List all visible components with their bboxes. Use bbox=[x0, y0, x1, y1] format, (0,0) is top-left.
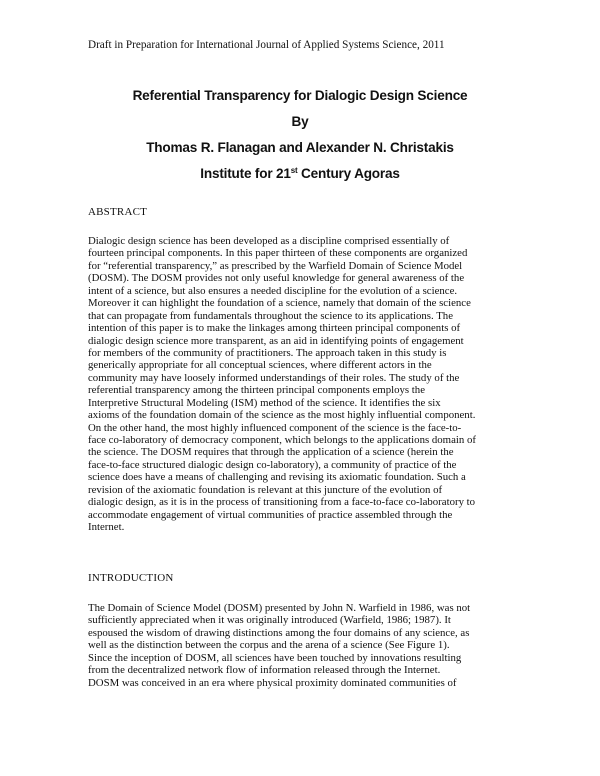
institution-prefix: Institute for 21 bbox=[200, 166, 291, 181]
abstract-heading: ABSTRACT bbox=[88, 206, 148, 218]
abstract-line: axioms of the foundation domain of the science as the most highly influential component. bbox=[88, 409, 476, 422]
abstract-line: community may have loosely informed understandings of their roles. The study of the bbox=[88, 371, 460, 384]
introduction-heading: INTRODUCTION bbox=[88, 572, 174, 584]
introduction-line: espoused the wisdom of drawing distinctions among the four domains of any science, as bbox=[88, 626, 470, 639]
introduction-line: DOSM was conceived in an era where physical proximity dominated communities of bbox=[88, 676, 457, 689]
abstract-line: referential transparency among the thirteen principal components employs the bbox=[88, 384, 425, 397]
institution bbox=[0, 161, 600, 187]
abstract-line: for “referential transparency,” as prescribed by the Warfield Domain of Science Model bbox=[88, 259, 463, 272]
running-header: Draft in Preparation for International Journal of Applied Systems Science, 2011 bbox=[88, 39, 445, 51]
abstract-line: face-to-face structured dialogic design co-laboratory), a community of practice of the bbox=[88, 458, 457, 471]
authors: Thomas R. Flanagan and Alexander N. Christakis bbox=[146, 140, 454, 155]
abstract-line: the science. The DOSM requires that through the application of a science (herein the bbox=[88, 446, 454, 459]
abstract-line: for members of the community of practitioners. The approach taken in this study is bbox=[88, 346, 447, 359]
abstract-line: intent of a science, but also ensures a needed discipline for the evolution of a science. bbox=[88, 284, 458, 297]
title-block bbox=[0, 83, 600, 187]
abstract-line: On the other hand, the most highly influenced component of the science is the face-to- bbox=[88, 421, 462, 434]
abstract-line: intention of this paper is to make the linkages among thirteen principal components of bbox=[88, 322, 461, 335]
abstract-line: face co-laboratory of democracy component, which belongs to the applications domain of bbox=[88, 434, 476, 446]
introduction-line: Since the inception of DOSM, all sciences have been touched by innovations resulting bbox=[88, 651, 462, 664]
introduction-line: from the decentralized network flow of information released through the Internet. bbox=[88, 664, 441, 677]
abstract-line: that can propagate from fundamentals throughout the science to its applications. The bbox=[88, 309, 453, 322]
abstract-paragraph bbox=[88, 235, 518, 534]
abstract-line: generically appropriate for all conceptual sciences, where different actors in the bbox=[88, 359, 432, 372]
abstract-line: Moreover it can highlight the foundation of a science, namely that domain of the science bbox=[88, 297, 471, 310]
abstract-line: dialogic design science more transparent, as an aid in identifying points of engagement bbox=[88, 334, 464, 347]
by-line: By bbox=[291, 114, 309, 129]
introduction-line: well as the distinction between the corpus and the arena of a science (See Figure 1). bbox=[88, 639, 450, 652]
abstract-line: Interpretive Structural Modeling (ISM) method of the science. It identifies the six bbox=[88, 396, 441, 409]
abstract-line: science does have a means of challenging and revising its axiomatic foundation. Such a bbox=[88, 471, 466, 484]
abstract-line: dialogic design, as it is in the process of transitioning from a face-to-face co-laboratory to bbox=[88, 496, 476, 509]
introduction-paragraph bbox=[88, 602, 518, 689]
abstract-line: Internet. bbox=[88, 521, 125, 534]
institution-superscript: st bbox=[290, 166, 298, 175]
abstract-line: revision of the axiomatic foundation is relevant at this juncture of the evolution of bbox=[88, 483, 443, 496]
abstract-line: accommodate engagement of virtual communities of practice assembled through the bbox=[88, 508, 453, 521]
abstract-line: fourteen principal components. In this paper thirteen of these components are organized bbox=[88, 247, 468, 260]
introduction-line: The Domain of Science Model (DOSM) presented by John N. Warfield in 1986, was not bbox=[88, 602, 471, 614]
abstract-line: Dialogic design science has been developed as a discipline comprised essentially of bbox=[88, 235, 450, 247]
paper-title: Referential Transparency for Dialogic Design Science bbox=[132, 88, 468, 103]
introduction-line: sufficiently appreciated when it was originally introduced (Warfield, 1986; 1987). It bbox=[88, 614, 451, 627]
abstract-line: (DOSM). The DOSM provides not only useful knowledge for general awareness of the bbox=[88, 272, 465, 285]
institution-suffix: Century Agoras bbox=[297, 166, 400, 181]
